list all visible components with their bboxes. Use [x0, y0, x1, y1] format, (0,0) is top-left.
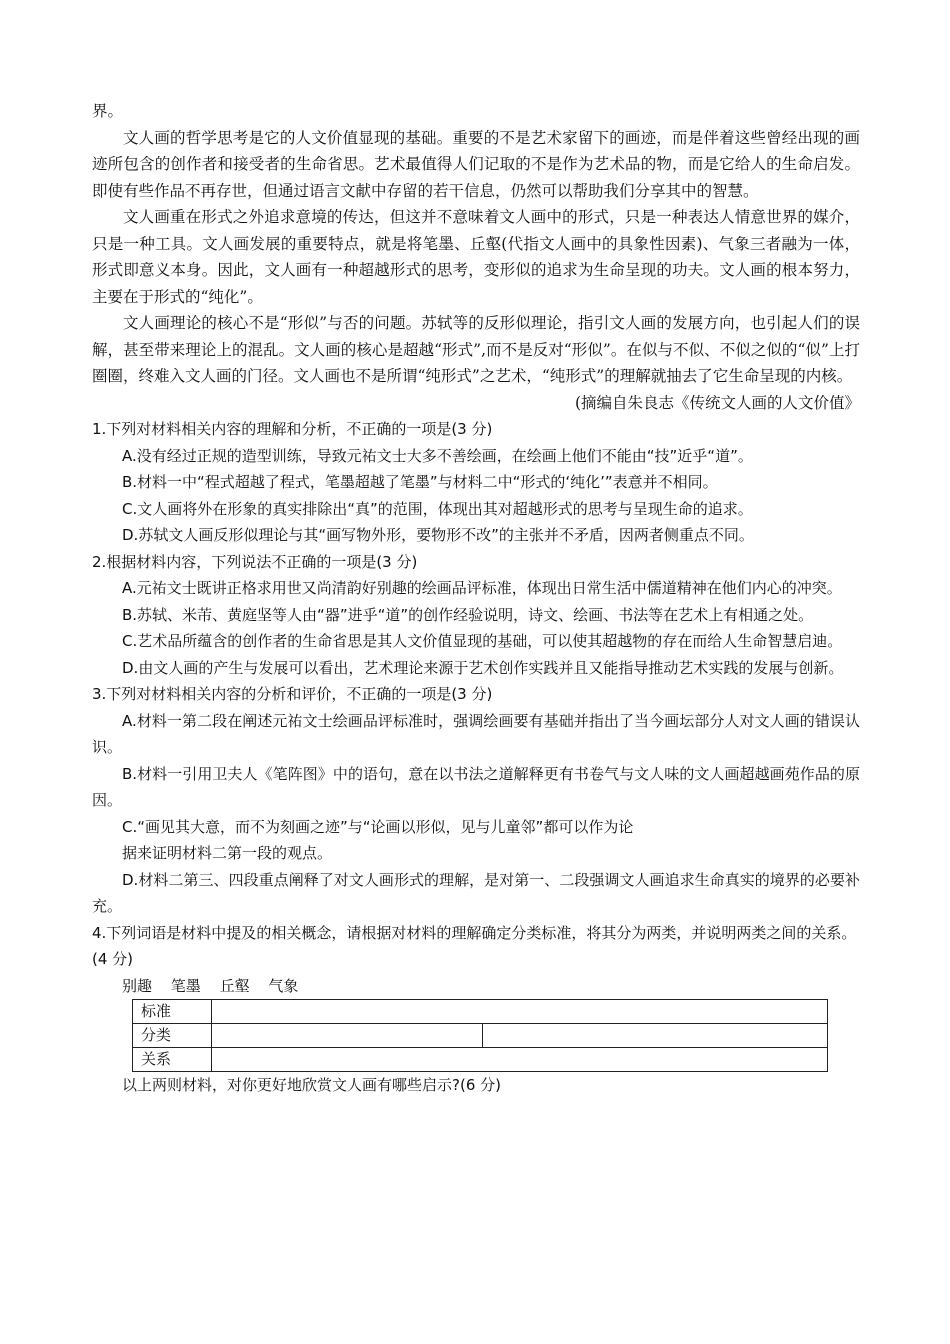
question-3-option-a: A.材料一第二段在阐述元祐文士绘画品评标准时，强调绘画要有基础并指出了当今画坛部分人对文人画的错误认识。	[92, 711, 860, 756]
question-2-option-b: B.苏轼、米芾、黄庭坚等人由“器”进乎“道”的创作经验说明，诗文、绘画、书法等在艺术上有相通之处。	[122, 605, 814, 624]
term: 笔墨	[170, 976, 201, 995]
question-3-stem: 3.下列对材料相关内容的分析和评价，不正确的一项是(3 分)	[92, 685, 493, 703]
question-2-option-a: A.元祐文士既讲正格求用世又尚清韵好别趣的绘画品评标准，体现出日常生活中儒道精神在他们内心的冲突。	[122, 579, 842, 597]
question-2-option-d: D.由文人画的产生与发展可以看出，艺术理论来源于艺术创作实践并且又能指导推动艺术实践的发展与创新。	[122, 658, 844, 677]
passage-paragraph-2: 文人画重在形式之外追求意境的传达，但这并不意味着文人画中的形式，只是一种表达人情意世界的媒介，只是一种工具。文人画发展的重要特点，就是将笔墨、丘壑(代指文人画中的具象性因素)、气象三者融为一体，形式即意义本身。因此，文人画有一种超越形式的思考，变形似的追求为生命呈现的功夫。文人画的根本努力，主要在于形式的“纯化”。	[92, 208, 860, 306]
question-3-option-b: B.材料一引用卫夫人《笔阵图》中的语句，意在以书法之道解释更有书卷气与文人味的文人画超越画苑作品的原因。	[92, 764, 860, 809]
term: 别趣	[122, 976, 153, 995]
passage-paragraph-1: 文人画的哲学思考是它的人文价值显现的基础。重要的不是艺术家留下的画迹，而是伴着这些曾经出现的画迹所包含的创作者和接受者的生命省思。艺术最值得人们记取的不是作为艺术品的物，而是它给人的生命启发。即使有些作品不再存世，但通过语言文献中存留的若干信息，仍然可以帮助我们分享其中的智慧。	[92, 128, 860, 200]
answer-cell-category-2[interactable]	[483, 1024, 828, 1048]
answer-cell-category-1[interactable]	[212, 1024, 483, 1048]
passage-source: (摘编自朱良志《传统文人画的人文价值》	[574, 393, 860, 412]
question-5-stem: 以上两则材料，对你更好地欣赏文人画有哪些启示?(6 分)	[122, 1076, 501, 1094]
question-1-option-d: D.苏轼文人画反形似理论与其“画写物外形，要物形不改”的主张并不矛盾，因两者侧重点不同。	[122, 526, 754, 544]
question-2-option-c: C.艺术品所蕴含的创作者的生命省思是其人文价值显现的基础，可以使其超越物的存在而给人生命智慧启迪。	[122, 632, 843, 650]
question-2-stem: 2.根据材料内容，下列说法不正确的一项是(3 分)	[92, 552, 418, 571]
row-label-category: 分类	[133, 1024, 212, 1048]
answer-cell-standard[interactable]	[212, 1000, 828, 1024]
question-1-option-a: A.没有经过正规的造型训练，导致元祐文士大多不善绘画，在绘画上他们不能由“技”近乎“道”。	[122, 446, 753, 465]
question-1-option-b: B.材料一中“程式超越了程式，笔墨超越了笔墨”与材料二中“形式的‘纯化’”表意并不相同。	[122, 473, 718, 491]
exam-page	[92, 98, 860, 1099]
question-3-option-c: C.“画见其大意，而不为刻画之迹”与“论画以形似，见与儿童邻”都可以作为论	[122, 817, 634, 836]
question-1-option-c: C.文人画将外在形象的真实排除出“真”的范围，体现出其对超越形式的思考与呈现生命的追求。	[122, 499, 753, 518]
question-3-option-c-continuation: 据来证明材料二第一段的观点。	[122, 844, 333, 862]
passage-fragment: 界。	[92, 102, 124, 120]
answer-cell-relation[interactable]	[212, 1048, 828, 1072]
row-label-relation: 关系	[133, 1048, 212, 1072]
term: 丘壑	[219, 976, 250, 995]
question-4-terms	[92, 973, 860, 1000]
question-4-stem: 4.下列词语是材料中提及的相关概念，请根据对材料的理解确定分类标准，将其分为两类，并说明两类之间的关系。(4 分)	[92, 923, 857, 968]
row-label-standard: 标准	[133, 1000, 212, 1024]
passage-paragraph-3: 文人画理论的核心不是“形似”与否的问题。苏轼等的反形似理论，指引文人画的发展方向，也引起人们的误解，甚至带来理论上的混乱。文人画的核心是超越“形式”,而不是反对“形似”。在似与不似、不似之似的“似”上打圈圈，终难入文人画的门径。文人画也不是所谓“纯形式”之艺术，“纯形式”的理解就抽去了它生命呈现的内核。	[92, 314, 860, 385]
answer-table	[132, 999, 828, 1072]
question-3-option-d: D.材料二第三、四段重点阐释了对文人画形式的理解，是对第一、二段强调文人画追求生命真实的境界的必要补充。	[92, 870, 860, 915]
term: 气象	[268, 976, 299, 995]
question-1-stem: 1.下列对材料相关内容的理解和分析，不正确的一项是(3 分)	[92, 420, 493, 438]
